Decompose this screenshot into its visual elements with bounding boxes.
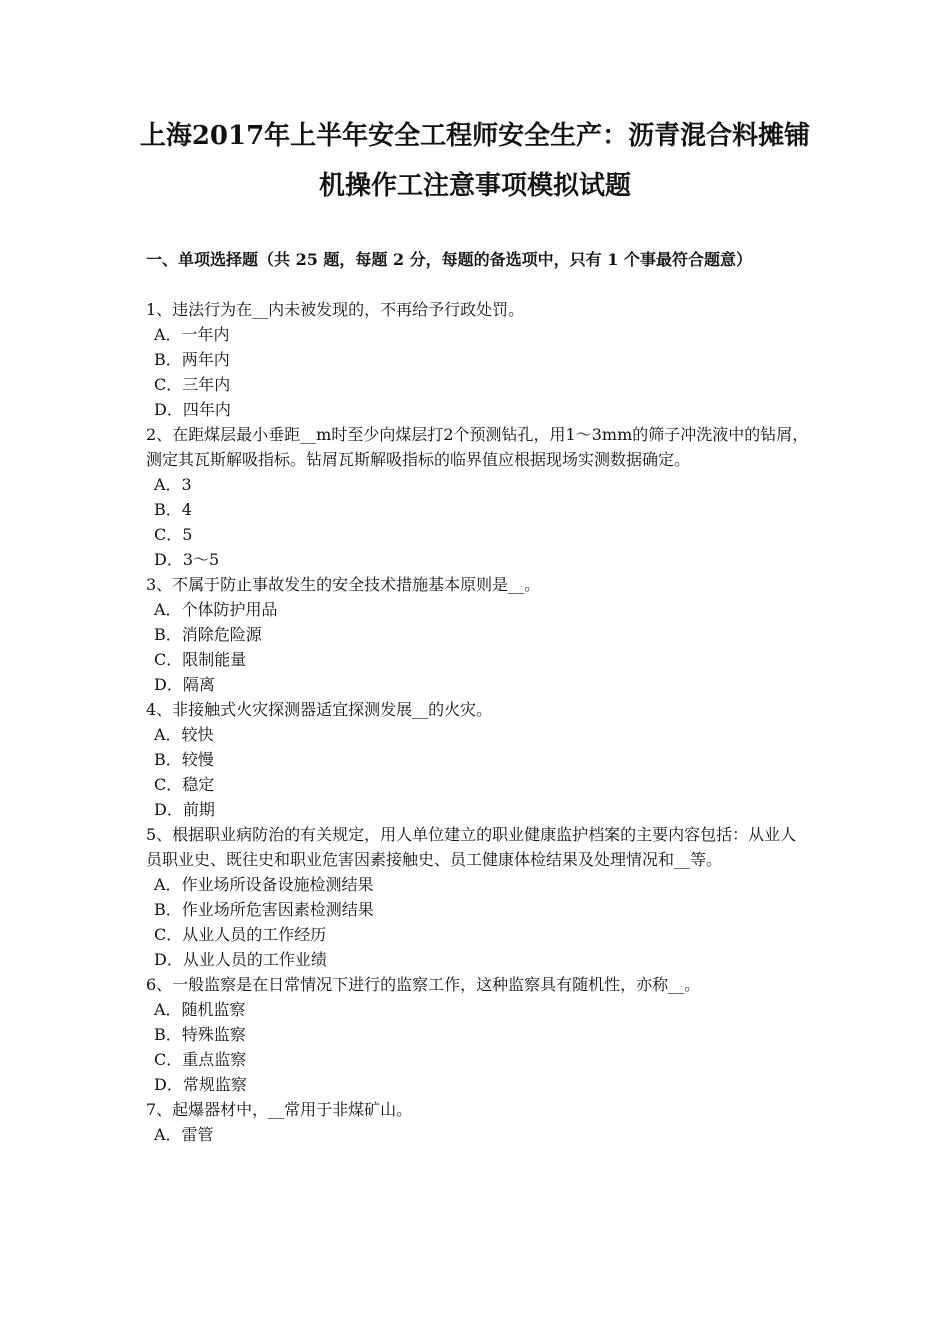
question-text: 3、不属于防止事故发生的安全技术措施基本原则是__。 [146, 575, 541, 594]
option-d: D．3～5 [154, 550, 220, 569]
question-block [146, 697, 810, 822]
question-text: 2、在距煤层最小垂距__m时至少向煤层打2个预测钻孔，用1～3mm的筛子冲洗液中的钻屑，测定其瓦斯解吸指标。钻屑瓦斯解吸指标的临界值应根据现场实测数据确定。 [146, 425, 809, 469]
option-d: D．四年内 [154, 400, 231, 419]
option-d: D．隔离 [154, 675, 215, 694]
question-block [146, 1097, 810, 1147]
option-c: C．从业人员的工作经历 [154, 925, 327, 944]
option-a: A．较快 [154, 725, 214, 744]
option-b: B．4 [154, 500, 192, 519]
question-block [146, 572, 810, 697]
option-b: B．特殊监察 [154, 1025, 246, 1044]
document-title-line-2: 机操作工注意事项模拟试题 [318, 171, 631, 201]
option-b: B．较慢 [154, 750, 214, 769]
question-block [146, 822, 810, 972]
question-text: 7、起爆器材中，__常用于非煤矿山。 [146, 1100, 413, 1119]
option-d: D．前期 [154, 800, 215, 819]
document-title-line-1: 上海2017年上半年安全工程师安全生产：沥青混合料摊铺 [139, 121, 811, 151]
option-c: C．稳定 [154, 775, 215, 794]
option-a: A．作业场所设备设施检测结果 [154, 875, 374, 894]
question-block [146, 972, 810, 1097]
question-list [146, 297, 810, 1147]
option-a: A．雷管 [154, 1125, 214, 1144]
option-a: A．随机监察 [154, 1000, 246, 1019]
option-b: B．两年内 [154, 350, 230, 369]
option-a: A．个体防护用品 [154, 600, 278, 619]
option-d: D．从业人员的工作业绩 [154, 950, 327, 969]
option-b: B．消除危险源 [154, 625, 262, 644]
question-block [146, 297, 810, 422]
option-c: C．限制能量 [154, 650, 247, 669]
question-text: 1、违法行为在__内未被发现的，不再给予行政处罚。 [146, 300, 525, 319]
option-c: C．三年内 [154, 375, 231, 394]
option-c: C．重点监察 [154, 1050, 247, 1069]
option-a: A．3 [154, 475, 192, 494]
option-c: C．5 [154, 525, 193, 544]
section-heading: 一、单项选择题（共 25 题，每题 2 分，每题的备选项中，只有 1 个事最符合题意） [146, 250, 752, 269]
question-text: 6、一般监察是在日常情况下进行的监察工作，这种监察具有随机性，亦称__。 [146, 975, 701, 994]
question-block [146, 422, 810, 572]
option-b: B．作业场所危害因素检测结果 [154, 900, 374, 919]
option-d: D．常规监察 [154, 1075, 247, 1094]
question-text: 5、根据职业病防治的有关规定，用人单位建立的职业健康监护档案的主要内容包括：从业人员职业史、既往史和职业危害因素接触史、员工健康体检结果及处理情况和__等。 [146, 825, 797, 869]
option-a: A．一年内 [154, 325, 230, 344]
question-text: 4、非接触式火灾探测器适宜探测发展__的火灾。 [146, 700, 493, 719]
